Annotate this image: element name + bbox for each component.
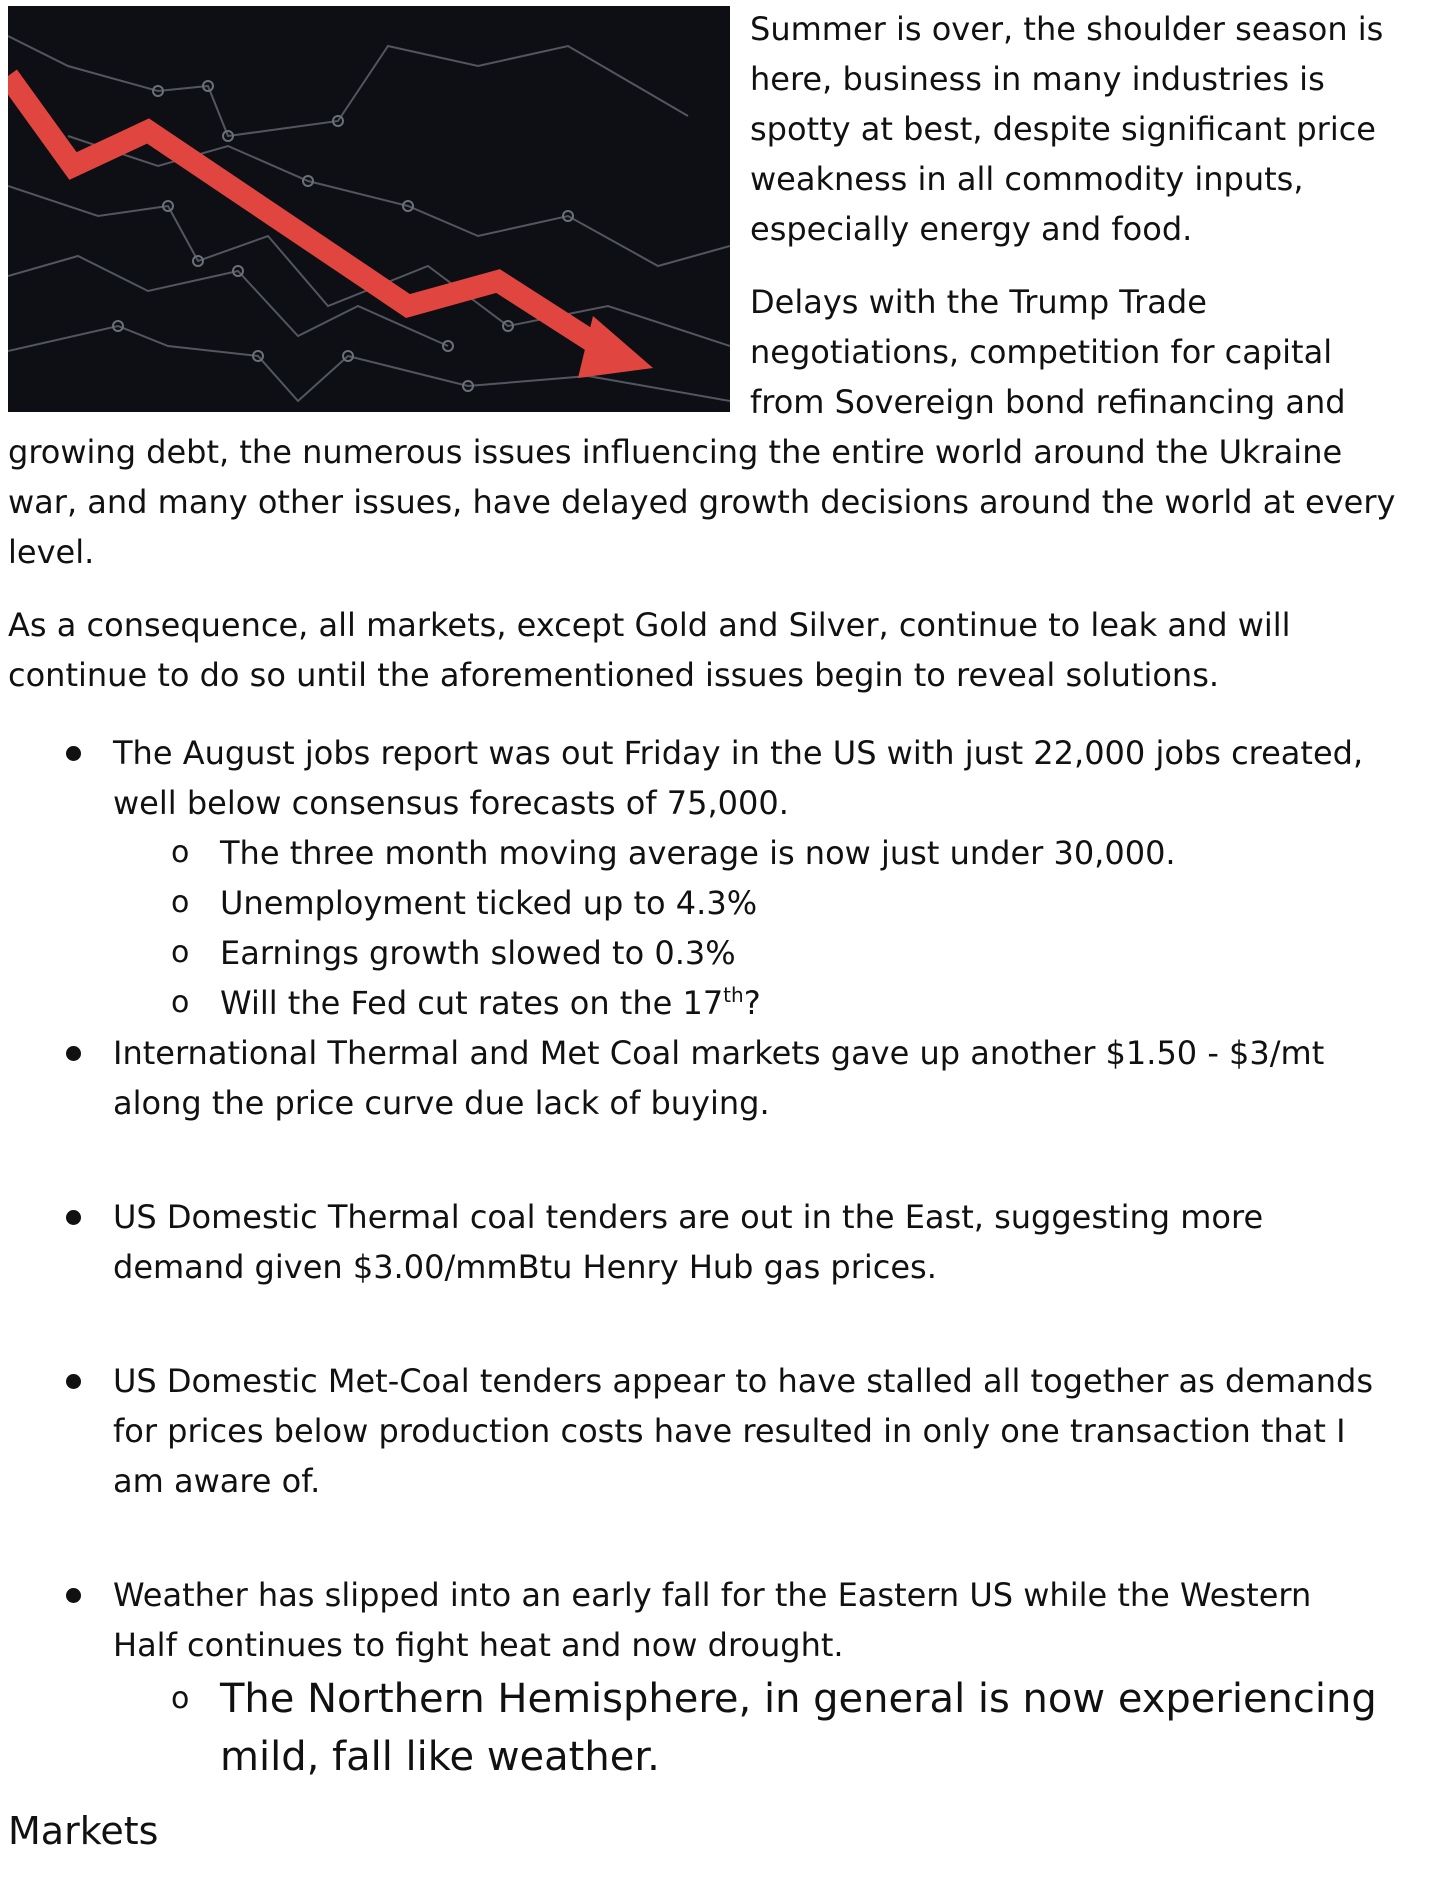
sub-text-before: Will the Fed cut rates on the 17 [220,984,724,1022]
sub-marker-icon: o [171,835,190,870]
bullet-text: US Domestic Thermal coal tenders are out in the East, suggesting more demand given $3.00/mmBtu Henry Hub gas prices. [113,1198,1264,1286]
bullet-dot-icon [66,1210,81,1225]
bullet-text: The August jobs report was out Friday in the US with just 22,000 jobs created, well below consensus forecasts of 75,000. [113,734,1364,822]
document-page [8,4,1408,1856]
sub-text: Unemployment ticked up to 4.3% [220,884,758,922]
sub-text-superscript: th [723,983,744,1007]
bullet-item-coal-markets [8,1028,1383,1128]
sub-item-northern-hemisphere [107,1670,1430,1786]
bullet-text: International Thermal and Met Coal markets gave up another $1.50 - $3/mt along the price curve due lack of buying. [113,1034,1325,1122]
section-heading-markets: Markets [8,1809,159,1853]
sub-list [113,828,1383,1028]
bullet-dot-icon [66,1046,81,1061]
sub-text: Earnings growth slowed to 0.3% [220,934,736,972]
intro-paragraph-3: As a consequence, all markets, except Gold and Silver, continue to leak and will continue to do so until the aforementioned issues begin to reveal solutions. [8,606,1291,694]
sub-marker-icon: o [171,885,190,920]
sub-text: The Northern Hemisphere, in general is now experiencing mild, fall like weather. [220,1676,1377,1780]
sub-text-after: ? [743,984,761,1022]
sub-item-unemployment [107,878,1383,928]
bullet-item-jobs-report [8,728,1383,1028]
downward-trend-arrow-chart-icon [8,6,730,412]
intro-paragraph-2: Delays with the Trump Trade negotiations, competition for capital from Sovereign bond refinancing and growing debt, the numerous issues influencing the entire world around the Ukraine war, and many other issues, have delayed growth decisions around the world at every level. [8,283,1396,571]
bullet-text: Weather has slipped into an early fall for the Eastern US while the Western Half continues to fight heat and now drought. [113,1576,1312,1664]
sub-marker-icon: o [171,1681,190,1716]
bullet-item-thermal-tenders [8,1192,1383,1292]
sub-marker-icon: o [171,935,190,970]
bullet-dot-icon [66,1374,81,1389]
bullet-item-met-coal-tenders [8,1356,1383,1506]
bullet-dot-icon [66,1588,81,1603]
sub-item-earnings [107,928,1383,978]
sub-item-fed-rates [107,978,1383,1028]
sub-list [113,1670,1383,1786]
sub-marker-icon: o [171,985,190,1020]
bullet-item-weather [8,1570,1383,1786]
bullet-list [8,728,1408,1786]
intro-paragraph-1: Summer is over, the shoulder season is here, business in many industries is spotty at best, despite significant price weakness in all commodity inputs, especially energy and food. [750,10,1384,248]
sub-item-moving-average [107,828,1383,878]
sub-text: The three month moving average is now just under 30,000. [220,834,1176,872]
downward-trend-chart-image [8,6,730,412]
bullet-dot-icon [66,746,81,761]
bullet-text: US Domestic Met-Coal tenders appear to have stalled all together as demands for prices below production costs have resulted in only one transaction that I am aware of. [113,1362,1374,1500]
